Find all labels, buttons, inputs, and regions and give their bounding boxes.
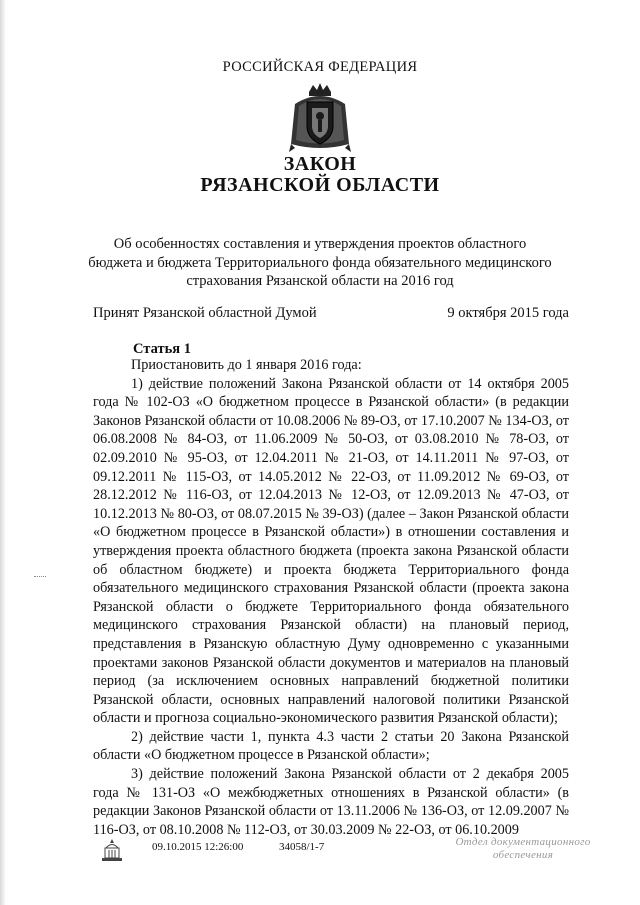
adoption-line: [93, 305, 569, 325]
footer-timestamp: 09.10.2015 12:26:00: [152, 841, 244, 853]
article-paragraph: Приостановить до 1 января 2016 года:: [131, 357, 362, 373]
document-title-line1: ЗАКОН: [283, 153, 357, 175]
coat-of-arms-icon: [287, 82, 353, 154]
article-body: [93, 356, 569, 839]
stamp-line: Отдел документационного: [455, 836, 591, 848]
article-heading: Статья 1: [133, 341, 191, 357]
article-paragraph: 2) действие части 1, пункта 4.3 части 2 статьи 20 Закона Рязанской области «О бюджетном процессе в Рязанской области»;: [93, 728, 569, 764]
footer-doc-number: 34058/1-7: [279, 841, 325, 853]
law-subject: Об особенностях составления и утверждения проектов областного бюджета и бюджета Территориального фонда обязательного медицинского страхования Рязанской области на 2016 год: [88, 236, 552, 289]
adopted-by: Принят Рязанской областной Думой: [93, 305, 317, 321]
article-paragraph: 1) действие положений Закона Рязанской области от 14 октября 2005 года № 102-ОЗ «О бюджетном процессе в Рязанской области» (в редакции Законов Рязанской области от 10.08.2006 № 89-ОЗ, от 17.10.2007 № 134-ОЗ, от 06.08.2008 № 84-ОЗ, от 11.06.2009 № 50-ОЗ, от 03.08.2010 № 78-ОЗ, от 02.09.2010 № 95-ОЗ, от 12.04.2011 № 21-ОЗ, от 14.11.2011 № 97-ОЗ, от 09.12.2011 № 115-ОЗ, от 14.05.2012 № 22-ОЗ, от 11.09.2012 № 69-ОЗ, от 28.12.2012 № 116-ОЗ, от 12.04.2013 № 12-ОЗ, от 12.09.2013 № 47-ОЗ, от 10.12.2013 № 80-ОЗ, от 08.07.2015 № 39-ОЗ) (далее – Закон Рязанской области «О бюджетном процессе в Рязанской области») в отношении составления и утверждения проекта областного бюджета (проекта закона Рязанской области об областном бюджете) и проекта бюджета Территориального фонда обязательного медицинского страхования Рязанской области (проекта закона Рязанской области о бюджете Территориального фонда обязательного медицинского страхования Рязанской области) на плановый период, представления в Рязанскую областную Думу одновременно с указанными проектами законов Рязанской области документов и материалов на плановый период (за исключением основных направлений бюджетной политики Рязанской области, основных направлений налоговой политики Рязанской области и прогноза социально-экономического развития Рязанской области);: [93, 375, 569, 727]
document-title-line2: РЯЗАНСКОЙ ОБЛАСТИ: [200, 174, 440, 196]
country-name: РОССИЙСКАЯ ФЕДЕРАЦИЯ: [222, 59, 418, 75]
stamp-line: обеспечения: [492, 849, 554, 861]
building-icon: [100, 838, 124, 864]
scan-edge: [0, 0, 6, 905]
adoption-date: 9 октября 2015 года: [447, 305, 569, 321]
scan-mark: [34, 576, 46, 579]
department-stamp: [448, 836, 598, 862]
article-paragraph: 3) действие положений Закона Рязанской области от 2 декабря 2005 года № 131-ОЗ «О межбюджетных отношениях в Рязанской области» (в редакции Законов Рязанской области от 13.11.2006 № 136-ОЗ, от 12.09.2007 № 116-ОЗ, от 08.10.2008 № 112-ОЗ, от 30.03.2009 № 22-ОЗ, от 06.10.2009: [93, 766, 569, 838]
